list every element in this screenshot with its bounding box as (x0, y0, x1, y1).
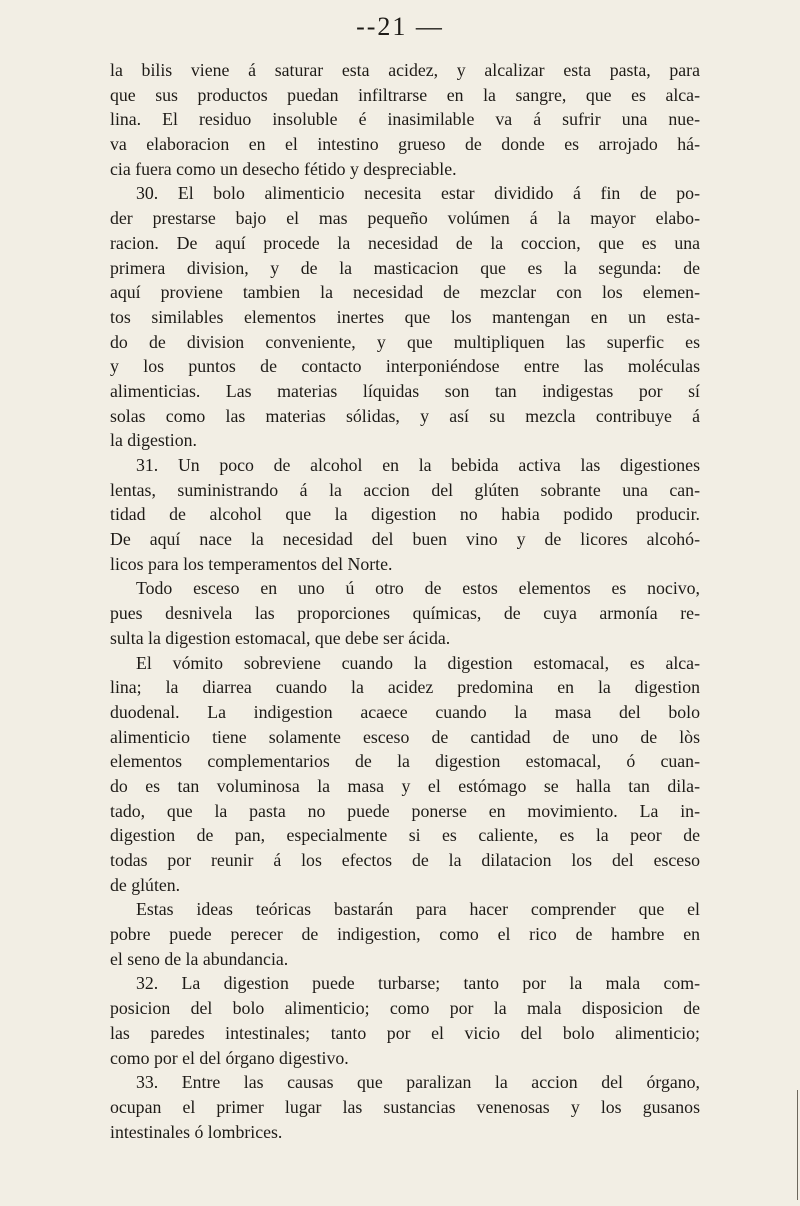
text-line: tos similables elementos inertes que los mantengan en un esta- (110, 306, 700, 327)
text-line: aquí proviene tambien la necesidad de mezclar con los elemen- (110, 282, 700, 303)
text-line: todas por reunir á los efectos de la dilatacion los del esceso (110, 850, 700, 870)
text-line: tado, que la pasta no puede ponerse en movimiento. La in- (110, 800, 700, 821)
page-number: --21 — (356, 12, 444, 41)
text-line: duodenal. La indigestion acaece cuando la masa del bolo (110, 701, 700, 722)
text-line: intestinales ó lombrices. (110, 1121, 283, 1142)
text-line: ocupan el primer lugar las sustancias venenosas y los gusanos (110, 1096, 700, 1117)
text-line: lina; la diarrea cuando la acidez predomina en la digestion (110, 677, 700, 698)
text-line: elementos complementarios de la digestion estomacal, ó cuan- (110, 751, 700, 772)
text-line: do es tan voluminosa la masa y el estómago se halla tan dila- (110, 775, 700, 796)
text-line: der prestarse bajo el mas pequeño volúmen á la mayor elabo- (110, 208, 700, 229)
text-line: 32. La digestion puede turbarse; tanto por la mala com- (136, 973, 700, 994)
text-line: la bilis viene á saturar esta acidez, y alcalizar esta pasta, para (110, 60, 700, 80)
text-line: posicion del bolo alimenticio; como por la mala disposicion de (110, 998, 700, 1019)
text-line: de glúten. (110, 874, 181, 895)
text-line: la digestion. (110, 430, 197, 451)
text-line: las paredes intestinales; tanto por el vicio del bolo alimenticio; (110, 1022, 700, 1043)
text-line: 33. Entre las causas que paralizan la accion del órgano, (136, 1072, 700, 1093)
text-line: como por el del órgano digestivo. (110, 1047, 349, 1068)
text-line: 31. Un poco de alcohol en la bebida activa las digestiones (136, 455, 700, 475)
text-line: digestion de pan, especialmente si es caliente, es la peor de (110, 825, 700, 846)
text-line: lentas, suministrando á la accion del glúten sobrante una can- (110, 479, 700, 500)
text-line: lina. El residuo insoluble é inasimilable va á sufrir una nue- (110, 109, 700, 130)
text-line: El vómito sobreviene cuando la digestion estomacal, es alca- (136, 652, 700, 673)
text-line: alimenticias. Las materias líquidas son tan indigestas por sí (110, 380, 700, 401)
body-text (110, 58, 700, 1144)
text-line: cia fuera como un desecho fétido y despreciable. (110, 158, 457, 179)
text-line: licos para los temperamentos del Norte. (110, 553, 393, 574)
text-line: alimenticio tiene solamente esceso de cantidad de uno de lòs (110, 726, 700, 747)
text-line: y los puntos de contacto interponiéndose entre las moléculas (110, 356, 700, 377)
text-line: tidad de alcohol que la digestion no habia podido producir. (110, 504, 700, 525)
text-line: pobre puede perecer de indigestion, como el rico de hambre en (110, 924, 700, 945)
text-line: el seno de la abundancia. (110, 948, 289, 969)
text-line: 30. El bolo alimenticio necesita estar dividido á fin de po- (136, 183, 700, 204)
text-line: De aquí nace la necesidad del buen vino y de licores alcohó- (110, 529, 700, 550)
text-line: primera division, y de la masticacion que es la segunda: de (110, 257, 700, 278)
text-line: pues desnivela las proporciones químicas, de cuya armonía re- (110, 603, 700, 624)
text-line: sulta la digestion estomacal, que debe ser ácida. (110, 627, 451, 648)
page-edge-mark (797, 1090, 799, 1200)
text-line: do de division conveniente, y que multipliquen las superfic es (110, 331, 700, 352)
text-line: solas como las materias sólidas, y así su mezcla contribuye á (110, 405, 700, 426)
text-line: que sus productos puedan infiltrarse en la sangre, que es alca- (110, 84, 700, 105)
text-line: Estas ideas teóricas bastarán para hacer comprender que el (136, 899, 700, 920)
text-line: racion. De aquí procede la necesidad de la coccion, que es una (110, 232, 700, 253)
text-line: Todo esceso en uno ú otro de estos elementos es nocivo, (136, 578, 700, 599)
text-line: va elaboracion en el intestino grueso de donde es arrojado há- (110, 134, 700, 155)
